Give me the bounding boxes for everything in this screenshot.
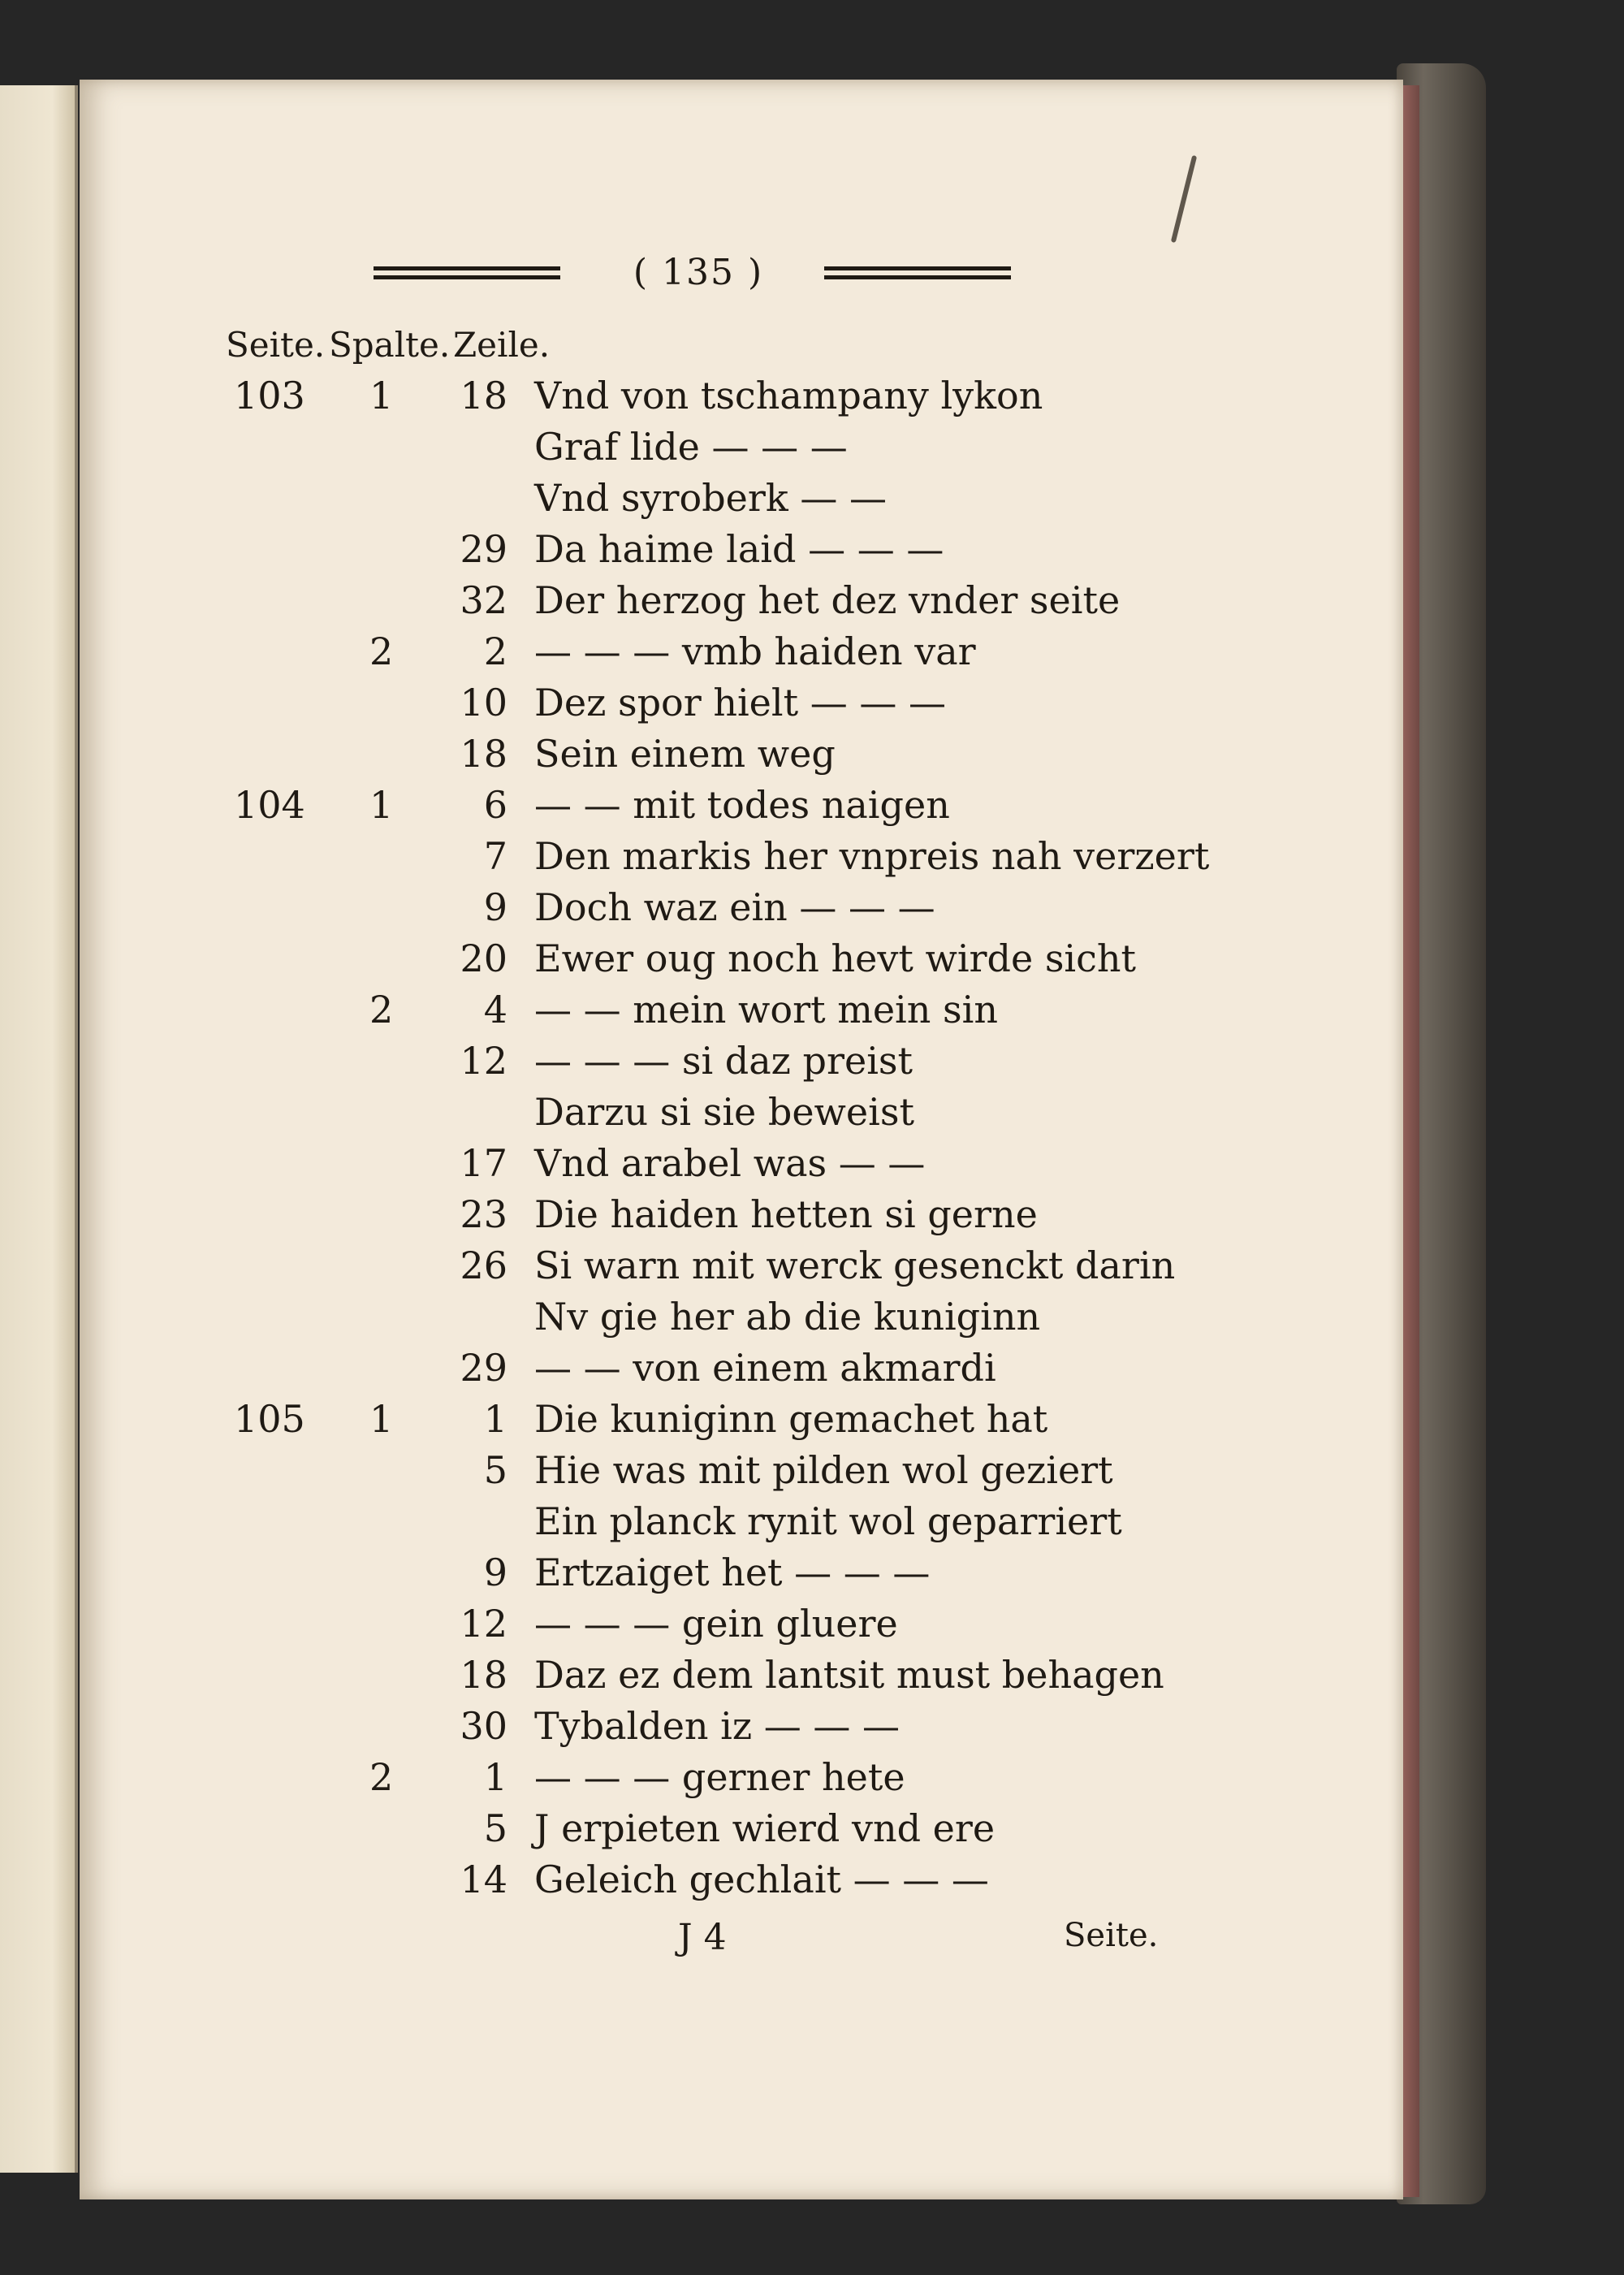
cell-text: Da haime laid — — —	[534, 527, 944, 571]
column-header-zeile: Zeile.	[453, 325, 551, 365]
table-row	[0, 527, 1624, 577]
cell-spalte: 1	[369, 1397, 394, 1441]
table-row	[0, 834, 1624, 884]
table-row	[0, 681, 1624, 731]
cell-seite: 103	[234, 374, 305, 417]
cell-text: J erpieten wierd vnd ere	[534, 1806, 996, 1850]
cell-zeile: 20	[460, 936, 508, 980]
cell-zeile: 14	[460, 1858, 508, 1901]
cell-text: — — — gerner hete	[534, 1755, 905, 1799]
table-row	[0, 1755, 1624, 1806]
cell-text: Dez spor hielt — — —	[534, 681, 946, 724]
table-row	[0, 1858, 1624, 1908]
cell-spalte: 1	[369, 374, 394, 417]
column-header-seite: Seite.	[226, 325, 326, 365]
cell-zeile: 29	[460, 527, 508, 571]
cell-text: — — von einem akmardi	[534, 1346, 996, 1390]
table-row	[0, 1141, 1624, 1192]
table-row	[0, 1192, 1624, 1243]
cell-text: — — — vmb haiden var	[534, 629, 976, 673]
table-row	[0, 476, 1624, 526]
cell-zeile: 4	[483, 988, 508, 1032]
cell-zeile: 1	[483, 1755, 508, 1799]
table-row	[0, 1551, 1624, 1601]
cell-text: Daz ez dem lantsit must behagen	[534, 1653, 1164, 1697]
cell-text: Vnd von tschampany lykon	[534, 374, 1043, 417]
cell-zeile: 12	[460, 1602, 508, 1646]
cell-text: Graf lide — — —	[534, 425, 848, 469]
cell-text: Nv gie her ab die kuniginn	[534, 1295, 1041, 1339]
cell-zeile: 2	[483, 629, 508, 673]
cell-zeile: 12	[460, 1039, 508, 1083]
cell-text: Vnd syroberk — —	[534, 476, 887, 520]
cell-text: Hie was mit pilden wol geziert	[534, 1448, 1113, 1492]
cell-text: Si warn mit werck gesenckt darin	[534, 1243, 1176, 1287]
table-row	[0, 1806, 1624, 1857]
cell-text: Ertzaiget het — — —	[534, 1551, 931, 1594]
table-row	[0, 1448, 1624, 1499]
table-row	[0, 1243, 1624, 1294]
cell-text: Vnd arabel was — —	[534, 1141, 926, 1185]
cell-spalte: 2	[369, 1755, 394, 1799]
page-header	[374, 252, 1015, 292]
cell-zeile: 23	[460, 1192, 508, 1236]
cell-spalte: 2	[369, 629, 394, 673]
cell-zeile: 17	[460, 1141, 508, 1185]
cell-seite: 104	[234, 783, 305, 827]
cell-zeile: 18	[460, 732, 508, 776]
cell-zeile: 7	[483, 834, 508, 878]
table-row	[0, 732, 1624, 782]
cell-text: Darzu si sie beweist	[534, 1090, 914, 1134]
table-row	[0, 1295, 1624, 1345]
table-row	[0, 1039, 1624, 1089]
cell-zeile: 18	[460, 1653, 508, 1697]
table-row	[0, 1397, 1624, 1447]
table-row	[0, 1499, 1624, 1550]
cell-zeile: 1	[483, 1397, 508, 1441]
cell-zeile: 5	[483, 1806, 508, 1850]
cell-zeile: 6	[483, 783, 508, 827]
cell-text: Die kuniginn gemachet hat	[534, 1397, 1048, 1441]
header-rule-right	[824, 266, 1011, 279]
column-header-spalte: Spalte.	[329, 325, 451, 365]
table-row	[0, 374, 1624, 424]
table-row	[0, 783, 1624, 833]
cell-zeile: 26	[460, 1243, 508, 1287]
table-row	[0, 936, 1624, 987]
cell-zeile: 9	[483, 1551, 508, 1594]
cell-text: Ewer oug noch hevt wirde sicht	[534, 936, 1137, 980]
cell-text: Tybalden iz — — —	[534, 1704, 900, 1748]
table-row	[0, 1653, 1624, 1703]
header-rule-left	[374, 266, 560, 279]
cell-zeile: 30	[460, 1704, 508, 1748]
signature-mark: J 4	[678, 1917, 727, 1958]
cell-zeile: 9	[483, 885, 508, 929]
catchword: Seite.	[1064, 1917, 1159, 1954]
table-row	[0, 1704, 1624, 1754]
cell-seite: 105	[234, 1397, 305, 1441]
cell-text: — — — si daz preist	[534, 1039, 913, 1083]
cell-text: — — mein wort mein sin	[534, 988, 998, 1032]
table-row	[0, 988, 1624, 1038]
cell-text: Die haiden hetten si gerne	[534, 1192, 1038, 1236]
cell-zeile: 29	[460, 1346, 508, 1390]
cell-text: Doch waz ein — — —	[534, 885, 935, 929]
cell-text: Ein planck rynit wol geparriert	[534, 1499, 1122, 1543]
table-row	[0, 1090, 1624, 1140]
cell-zeile: 5	[483, 1448, 508, 1492]
table-row	[0, 885, 1624, 936]
cell-zeile: 18	[460, 374, 508, 417]
cell-zeile: 10	[460, 681, 508, 724]
cell-text: Der herzog het dez vnder seite	[534, 578, 1121, 622]
cell-text: — — — gein gluere	[534, 1602, 898, 1646]
table-row	[0, 629, 1624, 680]
cell-spalte: 1	[369, 783, 394, 827]
cell-text: Den markis her vnpreis nah verzert	[534, 834, 1210, 878]
cell-text: Sein einem weg	[534, 732, 836, 776]
cell-text: — — mit todes naigen	[534, 783, 950, 827]
cell-zeile: 32	[460, 578, 508, 622]
cell-spalte: 2	[369, 988, 394, 1032]
table-row	[0, 1602, 1624, 1652]
cell-text: Geleich gechlait — — —	[534, 1858, 989, 1901]
table-row	[0, 425, 1624, 475]
table-row	[0, 578, 1624, 629]
table-row	[0, 1346, 1624, 1396]
page-number: ( 135 )	[633, 252, 764, 293]
